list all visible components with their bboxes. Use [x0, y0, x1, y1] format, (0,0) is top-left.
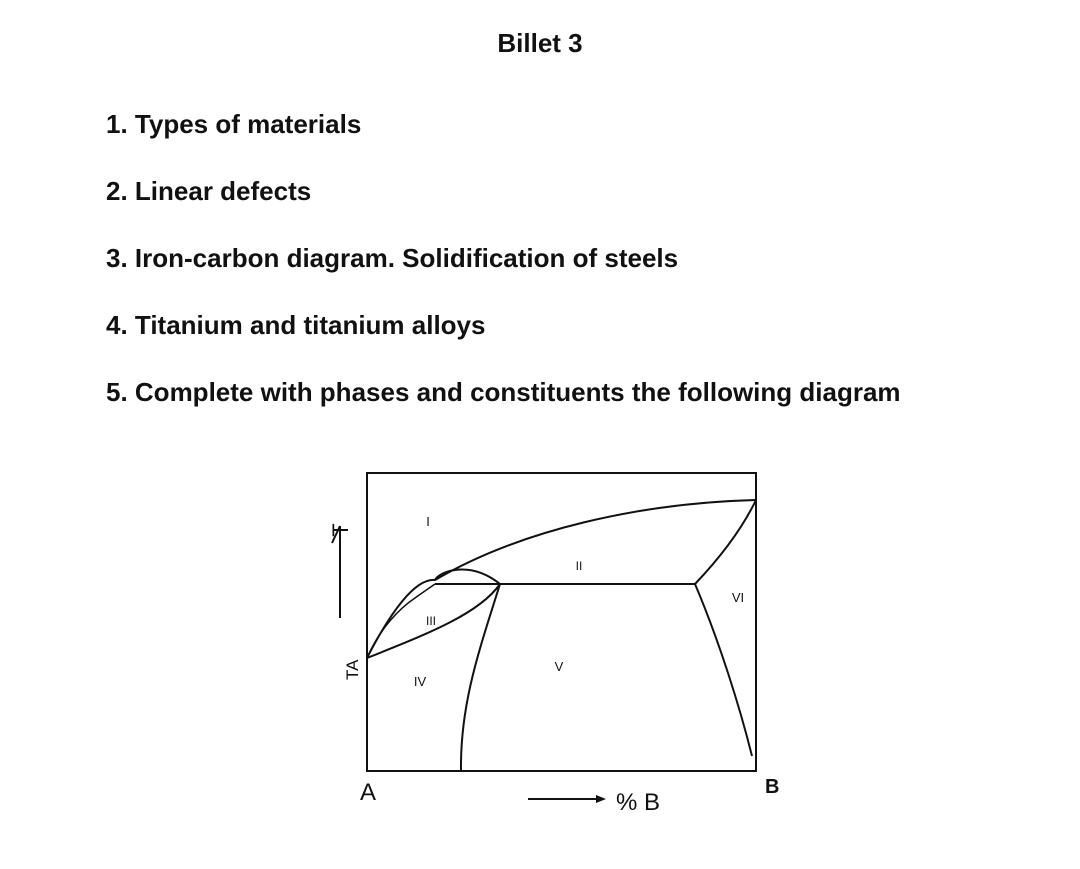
- composition-axis-arrow: [528, 795, 606, 803]
- temperature-axis-label: T: [328, 523, 353, 537]
- question-item: 4. Titanium and titanium alloys: [106, 310, 486, 340]
- question-item: 1. Types of materials: [106, 109, 362, 139]
- phase-diagram: [320, 458, 800, 828]
- solidus-curve-left: [435, 569, 500, 584]
- region-label-ii: II: [575, 559, 583, 573]
- region-label-v: V: [554, 659, 564, 674]
- liquidus-curve-right: [695, 500, 756, 584]
- alpha-lens-upper: [367, 584, 435, 658]
- component-b-label: B: [765, 776, 780, 798]
- question-list: [106, 106, 901, 441]
- region-label-i: I: [426, 514, 430, 529]
- region-label-iii: III: [425, 614, 437, 628]
- question-item: 3. Iron-carbon diagram. Solidification of steels: [106, 243, 679, 273]
- question-item: 2. Linear defects: [106, 176, 312, 206]
- composition-axis-label: % B: [616, 789, 661, 816]
- component-a-label: A: [360, 779, 377, 806]
- billet-title: Billet 3: [497, 28, 583, 58]
- temperature-axis-arrow: [332, 526, 340, 618]
- melting-point-label: TA: [343, 659, 362, 680]
- question-item: 5. Complete with phases and constituents the following diagram: [106, 377, 901, 407]
- region-label-iv: IV: [413, 674, 427, 689]
- solvus-right: [695, 584, 752, 756]
- region-label-vi: VI: [731, 590, 745, 605]
